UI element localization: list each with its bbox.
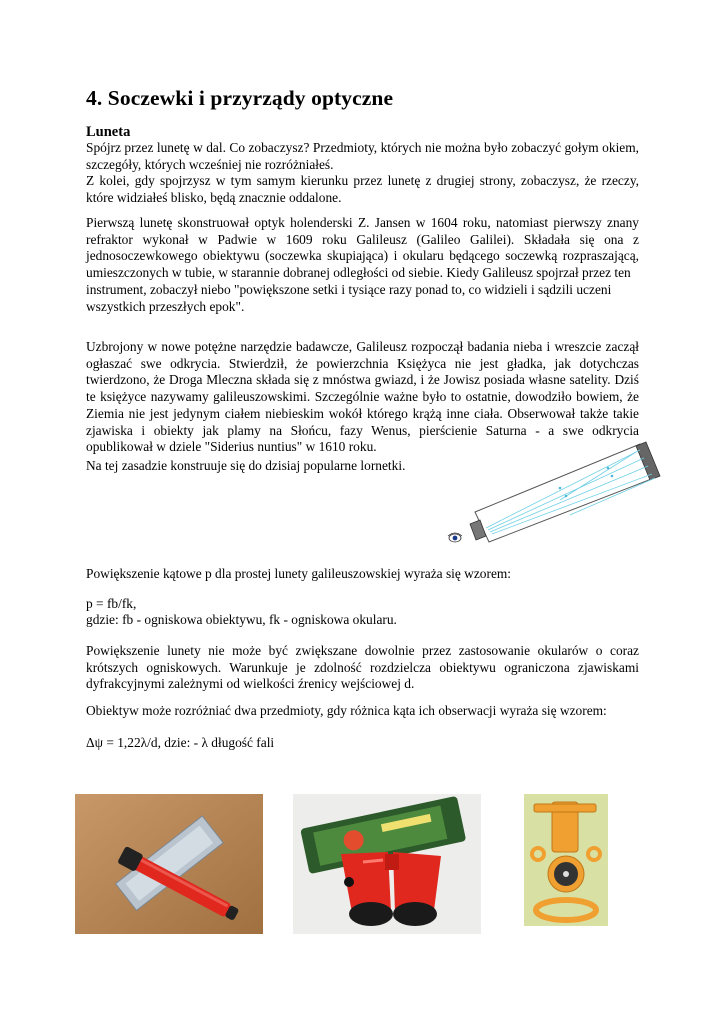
text-line: dyfrakcyjnymi zależnymi od wielkości źrenicy wejściowej d. xyxy=(86,676,415,692)
binoculars-sentence: Na tej zasadzie konstruuje się do dzisiaj popularne lornetki. xyxy=(86,458,406,473)
objective-sentence: Obiektyw może rozróżniać dwa przedmioty, gdy różnica kąta ich obserwacji wyraża się wzorem: xyxy=(86,703,607,718)
formula-magnification: p = fb/fk, xyxy=(86,596,137,611)
text-line: instrument, zobaczył niebo "powiększone setki i tysiące razy ponad to, co widzieli i sądzili uczeni xyxy=(86,281,612,297)
resolution-paragraph xyxy=(86,643,639,693)
text-line: wszystkich przeszłych epok". xyxy=(86,298,245,314)
galileo-paragraph xyxy=(86,339,639,456)
text-line: Pierwszą lunetę skonstruował optyk holenderski Z. Jansen w 1604 roku, natomiast pierwszy znany xyxy=(86,215,639,230)
text-line: Uzbrojony w nowe potężne narzędzie badawcze, Galileusz rozpoczął badania nieba i wreszcie zaczął xyxy=(86,339,639,354)
text-line: krótszych ogniskowych. Warunkuje je zdolność rozdzielcza obiektywu ograniczona zjawiskami xyxy=(86,659,639,675)
magnification-sentence: Powiększenie kątowe p dla prostej lunety galileuszowskiej wyraża się wzorem: xyxy=(86,566,512,581)
text-line: szczegóły, których wcześniej nie rozróżniałeś. xyxy=(86,156,334,172)
text-line: Ziemia nie jest jedynym ciałem niebieskim wokół którego krążą inne ciała. Obserwował także takie xyxy=(86,405,639,421)
history-paragraph xyxy=(86,215,639,315)
text-line: umieszczonych w tubie, w starannie dobranej odległości od siebie. Kiedy Galileusz spojrzał przez ten xyxy=(86,265,631,281)
binoculars-photo xyxy=(293,794,481,934)
telescope-diagram xyxy=(440,440,665,555)
text-line: te księżyce nazywamy galileuszowskimi. Szczególnie ważne było to ostatnie, dowodziło bowiem, że xyxy=(86,389,639,405)
text-line: ogłaszać swe odkrycia. Stwierdził, że powierzchnia Księżyca nie jest gładka, jak dotychczas xyxy=(86,355,639,371)
text-line: jednosoczewkowego obiektywu (soczewka skupiająca) i okularu będącego soczewką rozpraszającą, xyxy=(86,248,639,264)
page-title: 4. Soczewki i przyrządy optyczne xyxy=(86,86,394,110)
text-line: refraktor wykonał w Padwie w 1609 roku Galileusz (Galileo Galilei). Składała się ona z xyxy=(86,231,639,247)
formula-resolution: Δψ = 1,22λ/d, dzie: - λ długość fali xyxy=(86,735,275,750)
text-line: twierdzono, że Droga Mleczna składa się z mnóstwa gwiazd, i że Jowisz posiada własne satelity. Dziś xyxy=(86,372,639,388)
text-line: które widziałeś blisko, będą znacznie oddalone. xyxy=(86,190,342,206)
text-line: zjawiska i obiekty jak plamy na Słońcu, fazy Wenus, pierścienie Saturna - a swe odkrycia xyxy=(86,422,639,438)
text-line: Spójrz przez lunetę w dal. Co zobaczysz? Przedmioty, których nie można było zobaczyć gołym okiem, xyxy=(86,140,639,155)
eye-icon xyxy=(448,533,462,542)
text-line: Powiększenie lunety nie może być zwiększane dowolnie przez zastosowanie okularów o coraz xyxy=(86,643,639,658)
formula-note: gdzie: fb - ogniskowa obiektywu, fk - ogniskowa okularu. xyxy=(86,612,397,627)
telescope-photo xyxy=(75,794,263,934)
intro-paragraph xyxy=(86,140,639,207)
text-line: opublikował w dziele "Siderius nuntius" w 1610 roku. xyxy=(86,439,377,455)
text-line: Z kolei, gdy spojrzysz w tym samym kierunku przez lunetę z drugiej strony, zobaczysz, że rzeczy, xyxy=(86,173,639,189)
section-heading: Luneta xyxy=(86,124,131,140)
compass-photo xyxy=(524,794,608,926)
